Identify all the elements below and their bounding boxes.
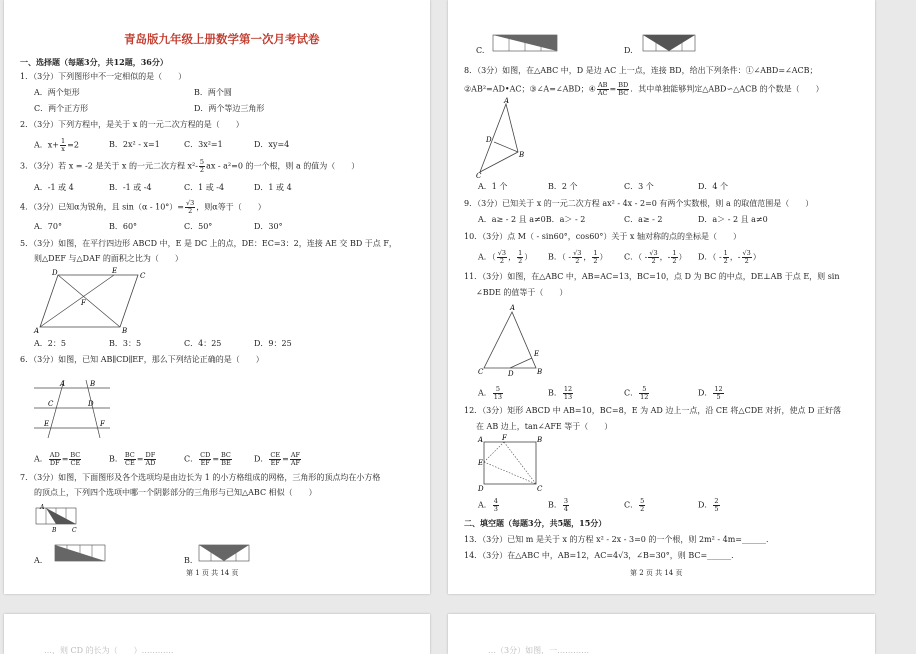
q10-a-frac2 xyxy=(517,250,523,265)
q8-stem2-post: ．其中单独能够判定△ABD∽△ACB 的个数是（ ） xyxy=(630,84,824,94)
q5-line-bd xyxy=(58,275,120,327)
q6-d-eq: = xyxy=(282,454,289,464)
q1-option-a: A．两个矩形 xyxy=(34,88,80,97)
q3-den: 2 xyxy=(199,166,205,174)
q12-c-den: 2 xyxy=(640,505,645,513)
q10-c-frac1 xyxy=(648,250,658,265)
q10-a-post: ） xyxy=(524,252,533,262)
q1-option-d: D．两个等边三角形 xyxy=(194,104,265,113)
q10-b-frac2-num: 1 xyxy=(593,249,598,257)
q10-option-c xyxy=(624,250,687,265)
q10-a-sep: ， xyxy=(508,252,517,262)
q12-label-d: D xyxy=(478,485,484,493)
q11-a-num: 5 xyxy=(493,386,503,394)
q11-c-frac xyxy=(639,386,649,401)
q6-d-label: D． xyxy=(254,454,269,464)
q10-a-frac2-den: 2 xyxy=(518,257,523,265)
q10-a-pre: A．（ xyxy=(478,252,496,262)
q2-a-den: x xyxy=(61,145,65,153)
q6-option-b xyxy=(109,452,157,467)
exam-page-3-partial xyxy=(4,614,430,654)
q11-label-b: B xyxy=(537,368,543,376)
q11-option-c xyxy=(624,386,650,401)
q6-c-label: C． xyxy=(184,454,199,464)
q5-stem: 5．（3分）如图，在平行四边形 ABCD 中，E 是 DC 上的点，DE：EC=3：2，连接 AE 交 BD 于点 F， xyxy=(20,239,397,248)
q10-d-frac2-den: 2 xyxy=(744,257,749,265)
q10-option-d xyxy=(698,250,761,265)
q6-label-a: A xyxy=(60,380,66,388)
q3-fraction xyxy=(199,159,205,174)
q11-d-num: 12 xyxy=(714,385,723,393)
q7-ref-label-c: C xyxy=(72,527,77,534)
q8-line-bd xyxy=(494,142,518,152)
q12-a-num: 4 xyxy=(493,497,498,505)
q8-stem2-pre: ②AB²=AD•AC；③∠A=∠ABD；④ xyxy=(464,84,596,94)
q8-option-a: A．1 个 xyxy=(478,182,508,191)
q10-d-frac1 xyxy=(723,250,729,265)
q10-b-frac2-den: 2 xyxy=(593,257,598,265)
q10-c-sep: ，- xyxy=(659,252,671,262)
q12-label-a: A xyxy=(478,436,484,444)
q5-label-e: E xyxy=(112,267,118,275)
q1-stem: 1．（3分）下列图形中不一定相似的是（ ） xyxy=(20,72,187,81)
q14-stem: 14．（3分）在△ABC 中，AB=12，AC=4√3，∠B=30°，则 BC=______． xyxy=(464,551,740,560)
q8-frac2 xyxy=(617,82,629,97)
q11-b-frac xyxy=(563,386,573,401)
q6-b-frac2-den: AD xyxy=(145,459,156,467)
q10-c-frac1-den: 2 xyxy=(651,257,656,265)
q10-d-post: ） xyxy=(752,252,761,262)
q7-option-c-label: C. xyxy=(476,46,485,55)
q12-a-den: 3 xyxy=(493,505,498,513)
q12-b-label: B． xyxy=(548,500,562,510)
q6-label-f: F xyxy=(100,420,105,428)
q8-label-a: A xyxy=(504,97,510,105)
exam-title: 青岛版九年级上册数学第一次月考试卷 xyxy=(124,32,320,46)
q6-c-eq: = xyxy=(212,454,220,464)
q6-option-c xyxy=(184,452,233,467)
q12-a-label: A． xyxy=(478,500,492,510)
q7-option-b-label: B. xyxy=(184,556,193,565)
q6-b-frac1 xyxy=(124,452,136,467)
q10-b-frac1-num: √3 xyxy=(573,249,582,257)
q12-option-b xyxy=(548,498,570,513)
page-4-cut-text: …（3分）如图，一………… xyxy=(488,646,590,654)
q5-label-f: F xyxy=(81,299,86,307)
q12-option-d xyxy=(698,498,721,513)
q12-label-f: F xyxy=(502,434,507,442)
q10-d-frac2-num: √3 xyxy=(742,249,751,257)
q2-option-c: C．3x²=1 xyxy=(184,140,223,149)
q10-a-frac1-num: √3 xyxy=(497,249,507,257)
q12-stem-line2: 在 AB 边上，tan∠AFE 等于（ ） xyxy=(476,422,613,431)
q12-line-ef xyxy=(484,442,504,462)
q8-option-c: C．3 个 xyxy=(624,182,654,191)
q10-d-frac1-den: 2 xyxy=(723,257,728,265)
q7-option-b-grid xyxy=(198,544,250,562)
page-3-cut-text: …，则 CD 的长为（ ）………… xyxy=(44,646,174,654)
q9-option-a-b: A．a≥ - 2 且 a≠0B．a＞ - 2 xyxy=(478,215,586,224)
q6-c-frac2-den: BE xyxy=(221,459,231,467)
exam-page-1 xyxy=(4,0,430,594)
q11-c-label: C． xyxy=(624,388,639,398)
q8-stem-line2 xyxy=(464,82,824,97)
q2-a-post: =2 xyxy=(67,140,79,150)
q11-stem-line2: ∠BDE 的值等于（ ） xyxy=(476,288,568,297)
q8-triangle-figure xyxy=(476,97,526,180)
q12-b-num: 3 xyxy=(563,497,569,505)
q8-stem: 8．（3分）如图，在△ABC 中，D 是边 AC 上一点，连接 BD，给出下列条件：①∠ABD=∠ACB； xyxy=(464,66,818,75)
q6-parallel-lines-figure xyxy=(34,378,114,440)
q3-stem-post: ax - a²=0 的一个根，则 a 的值为（ ） xyxy=(206,161,360,171)
q12-c-label: C． xyxy=(624,500,639,510)
q7-b-triangle xyxy=(199,545,249,561)
section-choice-heading: 一、选择题（每题3分，共12题，36分） xyxy=(20,57,168,67)
q12-d-frac xyxy=(713,498,719,513)
q6-d-frac2-den: AF xyxy=(290,459,301,467)
page-2-footer: 第 2 页 共 14 页 xyxy=(630,569,683,577)
q12-rectangle-abcd xyxy=(484,442,536,484)
q8-frac2-den: BC xyxy=(618,89,629,97)
q7-ref-triangle xyxy=(46,508,76,524)
q7-option-d-grid xyxy=(642,34,698,52)
q6-label-d: D xyxy=(88,400,94,408)
q7-option-d-label: D. xyxy=(624,46,633,55)
q4-option-b: B．60° xyxy=(109,222,138,231)
q10-b-post: ） xyxy=(599,252,608,262)
q6-b-frac2-num: DF xyxy=(145,451,156,459)
q12-c-frac xyxy=(639,498,645,513)
q12-a-frac xyxy=(493,498,499,513)
q11-d-label: D． xyxy=(698,388,713,398)
q11-option-d xyxy=(698,386,725,401)
q10-c-post: ） xyxy=(678,252,687,262)
q7-d-triangle xyxy=(643,35,695,51)
q6-c-frac1-den: EF xyxy=(200,459,210,467)
q3-option-d: D．1 或 4 xyxy=(254,183,292,192)
q3-stem xyxy=(20,159,359,174)
q11-label-c: C xyxy=(478,368,484,376)
q10-d-pre: D．（ - xyxy=(698,252,722,262)
q6-label-c: C xyxy=(48,400,54,408)
q5-parallelogram-figure xyxy=(34,267,146,335)
q12-b-frac xyxy=(563,498,569,513)
q10-option-b xyxy=(548,250,608,265)
q10-d-frac1-num: 1 xyxy=(723,249,728,257)
q4-stem-post: ，则α等于（ ） xyxy=(196,202,266,212)
q6-a-eq: = xyxy=(61,454,69,464)
q7-reference-grid xyxy=(34,506,78,534)
q6-c-frac1 xyxy=(199,452,211,467)
q7-ref-label-a: A xyxy=(40,504,45,511)
exam-page-4-partial xyxy=(448,614,875,654)
q4-num: √3 xyxy=(186,199,195,207)
q6-a-label: A． xyxy=(34,454,48,464)
q11-a-frac xyxy=(493,386,503,401)
q10-a-frac2-num: 1 xyxy=(518,249,523,257)
q11-triangle-figure xyxy=(478,306,548,376)
q11-label-e: E xyxy=(534,350,540,358)
q4-fraction xyxy=(185,200,195,215)
q8-frac1 xyxy=(597,82,609,97)
q10-b-frac2 xyxy=(592,250,598,265)
q8-option-d: D．4 个 xyxy=(698,182,729,191)
q6-b-label: B． xyxy=(109,454,123,464)
q4-stem xyxy=(20,200,266,215)
q12-option-c xyxy=(624,498,646,513)
q9-option-c: C．a≥ - 2 xyxy=(624,215,663,224)
q2-a-pre: A．x+ xyxy=(34,140,59,150)
q10-b-sep: ， xyxy=(583,252,592,262)
q11-option-a xyxy=(478,386,504,401)
q8-frac2-num: BD xyxy=(618,81,629,89)
q8-label-c: C xyxy=(476,172,482,180)
q7-stem-line2: 的顶点上，下列四个选项中哪一个阴影部分的三角形与已知△ABC 相似（ ） xyxy=(34,488,317,497)
section-fill-heading: 二、填空题（每题3分，共5题，15分） xyxy=(464,518,607,528)
page-1-footer: 第 1 页 共 14 页 xyxy=(186,569,239,577)
q10-c-frac2-den: 2 xyxy=(672,257,677,265)
q5-label-d: D xyxy=(52,269,58,277)
q2-option-d: D．xy=4 xyxy=(254,140,290,149)
q6-c-frac2 xyxy=(220,452,232,467)
q9-option-d: D．a＞ - 2 且 a≠0 xyxy=(698,215,768,224)
q10-a-frac1 xyxy=(497,250,507,265)
q5-label-a: A xyxy=(34,327,40,335)
q6-a-frac2-den: CE xyxy=(70,459,81,467)
q12-c-num: 5 xyxy=(640,497,645,505)
q1-option-b: B．两个圆 xyxy=(194,88,232,97)
q8-label-b: B xyxy=(519,151,525,159)
q6-a-frac1 xyxy=(49,452,61,467)
q11-b-label: B． xyxy=(548,388,562,398)
q6-option-d xyxy=(254,452,302,467)
q11-c-den: 12 xyxy=(640,393,649,401)
q11-a-den: 13 xyxy=(493,393,503,401)
q5-option-c: C．4：25 xyxy=(184,339,222,348)
q3-option-a: A．-1 或 4 xyxy=(34,183,74,192)
q6-label-e: E xyxy=(44,420,50,428)
q7-stem: 7．（3分）如图，下面图形及各个选项均是由边长为 1 的小方格组成的网格，三角形的顶点均在小方格 xyxy=(20,473,381,482)
q11-b-num: 12 xyxy=(563,385,573,393)
q6-transversal-2 xyxy=(86,380,100,438)
q12-label-c: C xyxy=(537,485,543,493)
q6-b-frac1-den: CE xyxy=(124,459,135,467)
q6-a-frac2 xyxy=(69,452,81,467)
q10-c-frac2-num: 1 xyxy=(672,249,677,257)
q7-option-a-label: A. xyxy=(34,556,43,565)
q8-label-d: D xyxy=(486,136,492,144)
q13-stem: 13．（3分）已知 m 是关于 x 的方程 x² - 2x - 3=0 的一个根，则 2m² - 4m=______． xyxy=(464,535,774,544)
q11-label-d: D xyxy=(508,370,514,378)
q3-option-c: C．1 或 -4 xyxy=(184,183,225,192)
q4-option-d: D．30° xyxy=(254,222,283,231)
q10-d-frac2 xyxy=(742,250,752,265)
q12-rectangle-figure xyxy=(478,436,542,494)
q11-line-de xyxy=(510,358,532,368)
q10-stem: 10．（3分）点 M（ - sin60°，cos60°）关于 x 轴对称的点的坐标是（ ） xyxy=(464,232,741,241)
q10-option-a xyxy=(478,250,532,265)
q2-a-num: 1 xyxy=(61,137,66,145)
q6-b-frac2 xyxy=(144,452,156,467)
q11-label-a: A xyxy=(510,304,516,312)
q6-c-frac2-num: BC xyxy=(221,451,231,459)
q10-d-sep: ，- xyxy=(729,252,741,262)
q8-option-b: B．2 个 xyxy=(548,182,578,191)
q12-b-den: 4 xyxy=(563,505,569,513)
q6-c-frac1-num: CD xyxy=(200,451,211,459)
q10-b-frac1-den: 2 xyxy=(575,257,580,265)
q12-d-den: 5 xyxy=(714,505,719,513)
q11-a-label: A． xyxy=(478,388,492,398)
q5-option-d: D．9：25 xyxy=(254,339,292,348)
q6-transversal-1 xyxy=(48,380,64,438)
q6-d-frac1 xyxy=(269,452,281,467)
q7-ref-label-b: B xyxy=(52,527,57,534)
q4-option-a: A．70° xyxy=(34,222,62,231)
q11-c-num: 5 xyxy=(639,386,649,394)
q6-a-frac2-num: BC xyxy=(70,451,81,459)
q5-line-ae xyxy=(40,275,114,327)
q4-den: 2 xyxy=(188,207,193,215)
q4-stem-pre: 4．（3分）已知α为锐角，且 sin（α - 10°）= xyxy=(20,202,185,212)
q10-b-pre: B．（ - xyxy=(548,252,572,262)
q11-d-frac xyxy=(713,386,723,401)
q12-line-ec xyxy=(484,462,536,484)
q6-d-frac1-num: CE xyxy=(270,451,281,459)
q12-option-a xyxy=(478,498,500,513)
q10-a-frac1-den: 2 xyxy=(499,257,504,265)
q6-label-b: B xyxy=(90,380,96,388)
q4-option-c: C．50° xyxy=(184,222,213,231)
q10-c-frac2 xyxy=(671,250,677,265)
q6-a-frac1-num: AD xyxy=(49,451,60,459)
q6-d-frac1-den: EF xyxy=(270,459,280,467)
q6-b-frac1-num: BC xyxy=(124,451,135,459)
q5-stem-line2: 则△DEF 与△DAF 的面积之比为（ ） xyxy=(34,254,183,263)
q12-d-label: D． xyxy=(698,500,713,510)
q6-d-frac2 xyxy=(290,452,301,467)
q8-eq: = xyxy=(609,84,617,94)
q11-stem: 11．（3分）如图，在△ABC 中，AB=AC=13，BC=10，点 D 为 BC 的中点，DE⊥AB 于点 E，则 sin xyxy=(464,272,840,281)
q5-label-b: B xyxy=(122,327,128,335)
q7-option-a-grid xyxy=(54,544,106,562)
q2-a-fraction xyxy=(60,138,66,153)
q7-option-c-grid xyxy=(492,34,562,52)
q9-stem: 9．（3分）已知关于 x 的一元二次方程 ax² - 4x - 2=0 有两个实数根，则 a 的取值范围是（ ） xyxy=(464,199,814,208)
q2-stem: 2．（3分）下列方程中，是关于 x 的一元二次方程的是（ ） xyxy=(20,120,244,129)
q6-d-frac2-num: AF xyxy=(290,451,301,459)
q12-line-fc xyxy=(504,442,536,484)
q5-option-a: A．2：5 xyxy=(34,339,66,348)
q6-a-frac1-den: DF xyxy=(49,459,60,467)
q6-stem: 6．（3分）如图，已知 AB∥CD∥EF，那么下列结论正确的是（ ） xyxy=(20,355,264,364)
q3-stem-pre: 3．（3分）若 x = -2 是关于 x 的一元二次方程 x²- xyxy=(20,161,198,171)
q3-option-b: B．-1 或 -4 xyxy=(109,183,152,192)
q12-label-e: E xyxy=(478,459,484,467)
q5-label-c: C xyxy=(140,272,146,280)
q2-option-a xyxy=(34,138,79,153)
q11-option-b xyxy=(548,386,574,401)
q10-c-pre: C．（ - xyxy=(624,252,648,262)
q10-b-frac1 xyxy=(572,250,582,265)
exam-page-2 xyxy=(448,0,875,594)
q3-num: 5 xyxy=(199,158,205,166)
q11-d-den: 5 xyxy=(716,393,721,401)
q5-option-b: B．3：5 xyxy=(109,339,142,348)
q6-b-eq: = xyxy=(136,454,144,464)
q6-option-a xyxy=(34,452,82,467)
q12-d-num: 2 xyxy=(714,497,719,505)
q12-stem: 12．（3分）矩形 ABCD 中 AB=10，BC=8，E 为 AD 边上一点，沿 CE 将△CDE 对折，使点 D 正好落 xyxy=(464,406,841,415)
q8-frac1-den: AC xyxy=(597,89,608,97)
q1-option-c: C．两个正方形 xyxy=(34,104,89,113)
q10-c-frac1-num: √3 xyxy=(649,249,658,257)
q2-option-b: B．2x² - x=1 xyxy=(109,140,160,149)
q11-b-den: 13 xyxy=(563,393,573,401)
q8-frac1-num: AB xyxy=(597,81,608,89)
q12-label-b: B xyxy=(537,436,543,444)
